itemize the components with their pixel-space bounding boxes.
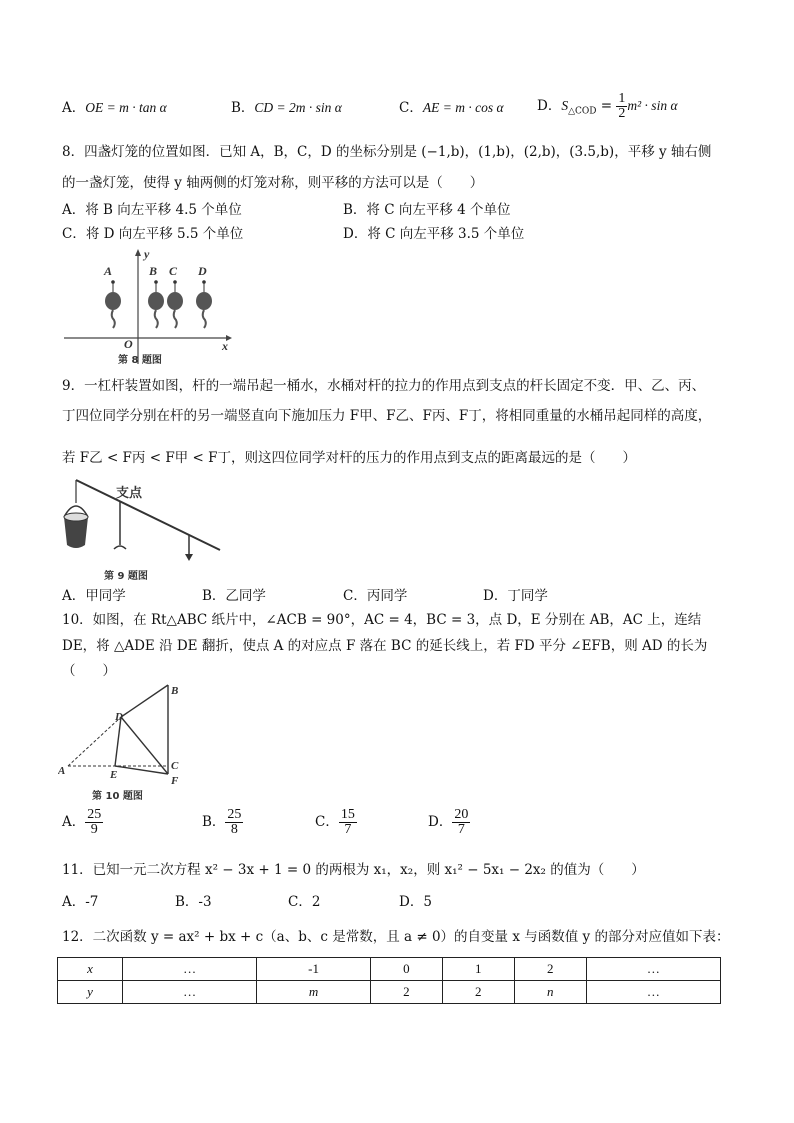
lantern-icon [196, 292, 212, 310]
lantern-c-label: C [169, 264, 178, 278]
lantern-d-label: D [198, 264, 207, 278]
point-f-label: F [171, 775, 179, 787]
table-cell: 2 [442, 981, 514, 1004]
q10-figure-caption: 第 10 题图 [92, 791, 143, 802]
point-a-label: A [58, 765, 66, 777]
lantern-d [196, 264, 212, 328]
q10-option-a: A． $\frac{25}{9}$ [62, 807, 102, 837]
table-cell: 2 [514, 958, 586, 981]
table-cell: 2 [370, 981, 442, 1004]
q8-option-a: A．将 B 向左平移 4.5 个单位 [62, 202, 242, 218]
point-c-label: C [171, 760, 179, 772]
q11-option-b: B．-3 [175, 894, 212, 910]
lantern-b-label: B [149, 264, 158, 278]
lantern-icon [148, 292, 164, 310]
lantern-a-label: A [104, 264, 113, 278]
q8-stem-line1: 8．四盏灯笼的位置如图．已知 A，B，C，D 的坐标分别是 (−1,b)，(1,b)，(2,b)，(3.5,b)，平移 y 轴右侧 [62, 144, 712, 160]
q9-option-c: C．丙同学 [343, 588, 408, 604]
segment-ef [115, 766, 168, 774]
force-arrow-icon [185, 554, 193, 561]
table-cell: … [123, 958, 257, 981]
lever-bar [76, 480, 220, 550]
table-cell: 0 [370, 958, 442, 981]
q7-option-c: C．AE = m · cos α [399, 100, 504, 116]
q8-option-d: D．将 C 向左平移 3.5 个单位 [343, 226, 525, 242]
table-cell: m [257, 981, 371, 1004]
origin-label: O [124, 337, 133, 351]
q12-stem: 12．二次函数 y = ax² + bx + c（a、b、c 是常数，且 a ≠ 0）的自变量 x 与函数值 y 的部分对应值如下表： [62, 929, 730, 945]
lantern-icon [167, 292, 183, 310]
table-cell: n [514, 981, 586, 1004]
q7-option-d: D．$S_{\triangle COD}$ = $\frac{1}{2}$ m² · sin α [537, 91, 678, 121]
q8-option-b: B．将 C 向左平移 4 个单位 [343, 202, 511, 218]
q9-stem-line2: 丁四位同学分别在杆的另一端竖直向下施加压力 F甲、F乙、F丙、F丁，将相同重量的水桶吊起同样的高度， [62, 408, 712, 424]
q10-stem-line3: （ ） [62, 663, 116, 679]
table-cell: y [58, 981, 123, 1004]
q10-option-d: D． $\frac{20}{7}$ [428, 807, 469, 837]
q11-option-a: A．-7 [62, 894, 99, 910]
table-row [58, 981, 721, 1004]
q10-option-b: B． $\frac{25}{8}$ [202, 807, 242, 837]
q7-d-fraction: $\frac{1}{2}$ [618, 91, 626, 121]
q9-stem-line3: 若 F乙 < F丙 < F甲 < F丁，则这四位同学对杆的压力的作用点到支点的距离最远的是（ ） [62, 450, 636, 466]
q8-figure [60, 246, 240, 368]
q9-figure [58, 475, 228, 583]
q11-stem: 11．已知一元二次方程 x² − 3x + 1 = 0 的两根为 x₁，x₂，则 x₁² − 5x₁ − 2x₂ 的值为（ ） [62, 862, 645, 878]
q11-option-d: D．5 [399, 894, 432, 910]
q7-option-a: A．OE = m · tan α [62, 100, 167, 116]
q8-option-c: C．将 D 向左平移 5.5 个单位 [62, 226, 244, 242]
segment-db [121, 685, 168, 717]
q10-figure [58, 682, 188, 804]
point-d-label: D [115, 711, 123, 723]
y-axis-label: y [144, 247, 150, 261]
table-row [58, 958, 721, 981]
segment-df [121, 717, 168, 774]
table-cell: x [58, 958, 123, 981]
lantern-a [103, 264, 121, 328]
bucket-icon [64, 517, 88, 548]
segment-ad [68, 717, 121, 766]
q12-value-table [57, 957, 721, 1004]
lantern-icon [105, 292, 121, 310]
point-e-label: E [110, 769, 118, 781]
q9-stem-line1: 9．一杠杆装置如图，杆的一端吊起一桶水，水桶对杆的拉力的作用点到支点的杆长固定不变．甲、乙、丙、 [62, 378, 706, 394]
q9-option-a: A．甲同学 [62, 588, 126, 604]
q9-figure-caption: 第 9 题图 [104, 571, 148, 582]
q8-stem-line2: 的一盏灯笼，使得 y 轴两侧的灯笼对称，则平移的方法可以是（ ） [62, 175, 484, 191]
table-cell: … [586, 958, 720, 981]
q7-option-b: B．CD = 2m · sin α [231, 100, 342, 116]
segment-de [115, 717, 121, 766]
q11-option-c: C．2 [288, 894, 321, 910]
table-cell: 1 [442, 958, 514, 981]
lantern-c [167, 264, 183, 328]
x-axis-label: x [222, 339, 228, 353]
q9-option-d: D．丁同学 [483, 588, 548, 604]
table-cell: … [586, 981, 720, 1004]
q9-option-b: B．乙同学 [202, 588, 266, 604]
q8-figure-caption: 第 8 题图 [118, 355, 162, 366]
q10-stem-line1: 10．如图，在 Rt△ABC 纸片中，∠ACB = 90°，AC = 4，BC = 3，点 D，E 分别在 AB，AC 上，连结 [62, 612, 702, 628]
pivot-label: 支点 [116, 486, 143, 501]
table-cell: -1 [257, 958, 371, 981]
y-axis-arrow-icon [135, 249, 141, 256]
q10-option-c: C． $\frac{15}{7}$ [315, 807, 355, 837]
lantern-b [148, 264, 164, 328]
q10-stem-line2: DE，将 △ADE 沿 DE 翻折，使点 A 的对应点 F 落在 BC 的延长线上，若 FD 平分 ∠EFB，则 AD 的长为 [62, 638, 708, 654]
point-b-label: B [171, 685, 179, 697]
table-cell: … [123, 981, 257, 1004]
